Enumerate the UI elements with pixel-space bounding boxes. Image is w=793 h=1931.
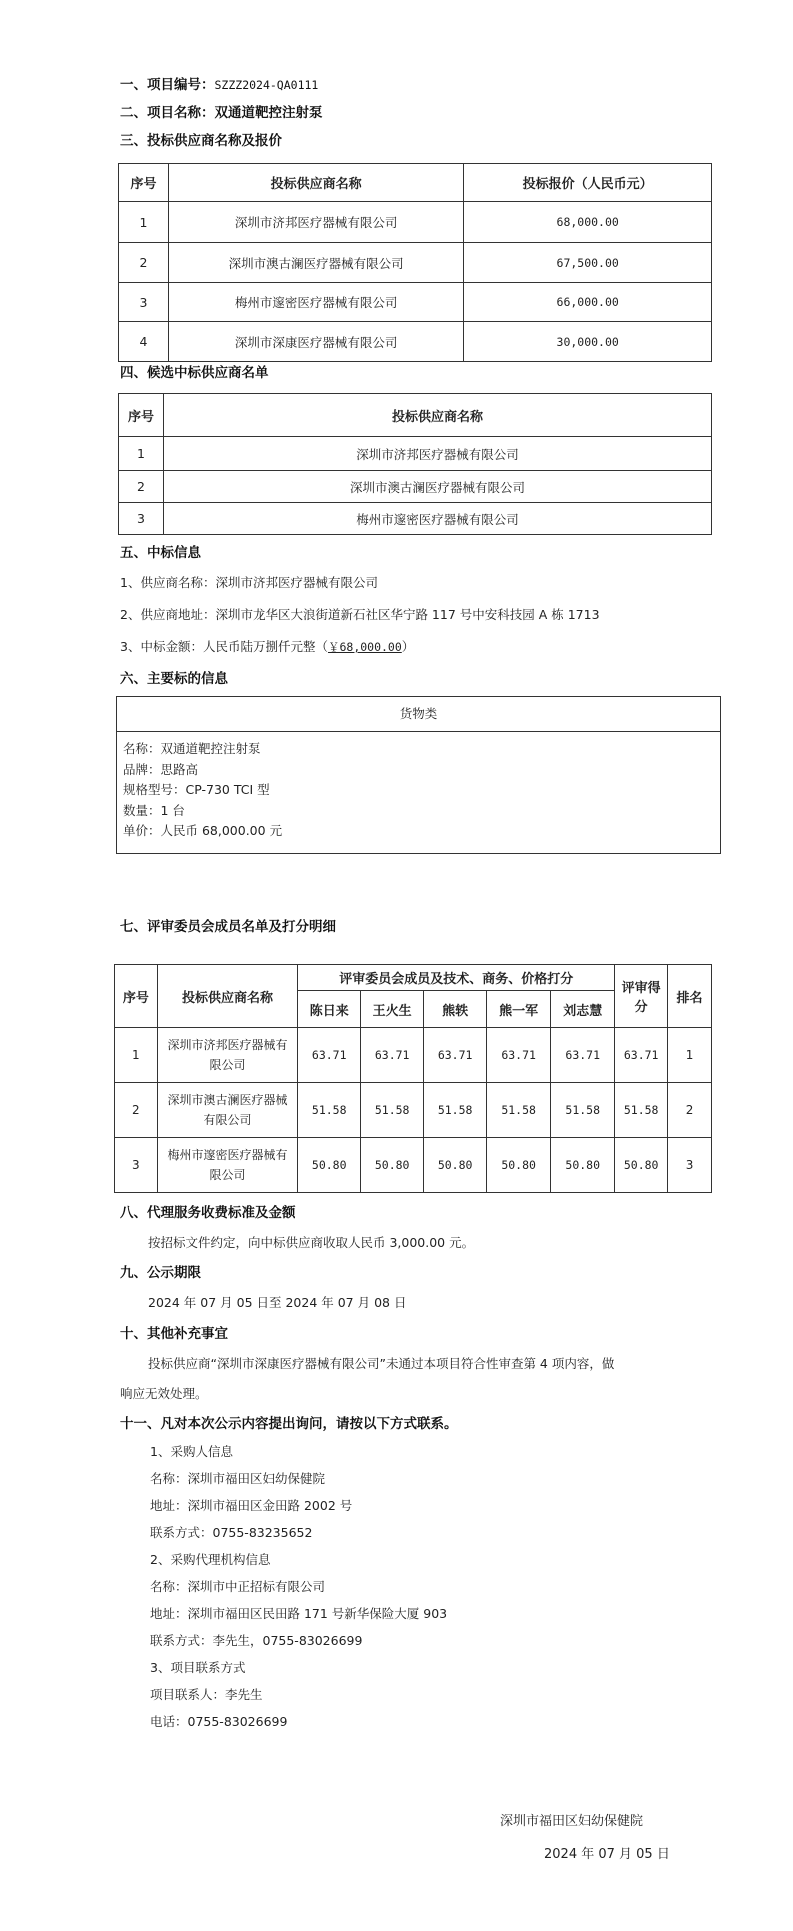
supplement-text-line2: 响应无效处理。 (120, 1386, 208, 1401)
supplement-text-line1: 投标供应商“深圳市深康医疗器械有限公司”未通过本项目符合性审查第 4 项内容，做 (148, 1356, 615, 1371)
goods-info-line: 品牌：思路高 (123, 761, 199, 777)
section-6-title: 六、主要标的信息 (120, 671, 228, 687)
table-cell: 深圳市济邦医疗器械有限公司 (157, 1028, 298, 1083)
contact-line: 联系方式：李先生，0755-83026699 (150, 1633, 363, 1648)
table-header: 序号 (119, 394, 164, 437)
table-cell: 68,000.00 (464, 202, 712, 243)
table-header: 投标供应商名称 (157, 965, 298, 1028)
table-row (119, 437, 712, 471)
table-row (119, 202, 712, 243)
section-4-title: 四、候选中标供应商名单 (120, 365, 269, 381)
goods-info-line: 单价：人民币 68,000.00 元 (123, 823, 283, 838)
project-number-value: SZZZ2024-QA0111 (214, 78, 319, 92)
contact-line: 名称：深圳市福田区妇幼保健院 (150, 1471, 326, 1486)
table-header: 投标供应商名称 (163, 394, 711, 437)
table-cell: 50.80 (361, 1138, 424, 1193)
notice-period-text: 2024 年 07 月 05 日至 2024 年 07 月 08 日 (148, 1295, 407, 1310)
table-cell: 深圳市济邦医疗器械有限公司 (163, 437, 711, 471)
table-cell: 1 (119, 437, 164, 471)
table-cell: 50.80 (298, 1138, 361, 1193)
section-9-title: 九、公示期限 (120, 1265, 201, 1281)
table-cell: 67,500.00 (464, 243, 712, 283)
table-cell: 51.58 (487, 1083, 551, 1138)
signature-date: 2024 年 07 月 05 日 (544, 1847, 670, 1862)
table-cell: 30,000.00 (464, 322, 712, 362)
table-cell: 梅州市邃密医疗器械有限公司 (157, 1138, 298, 1193)
table-cell: 3 (668, 1138, 712, 1193)
section-11-title: 十一、凡对本次公示内容提出询问，请按以下方式联系。 (120, 1416, 458, 1432)
goods-info-line: 数量：1 台 (123, 802, 185, 818)
winner-amount-text: 3、中标金额：人民币陆万捌仟元整（ (120, 639, 328, 654)
table-cell: 2 (119, 471, 164, 503)
signature-org: 深圳市福田区妇幼保健院 (500, 1814, 644, 1829)
contact-line: 项目联系人：李先生 (150, 1687, 263, 1702)
table-row (119, 283, 712, 322)
table-header: 序号 (119, 164, 169, 202)
contact-line: 电话：0755-83026699 (150, 1714, 288, 1729)
table-header-row (119, 164, 712, 202)
table-cell: 51.58 (424, 1083, 487, 1138)
table-header-row (115, 965, 712, 991)
table-cell: 63.71 (298, 1028, 361, 1083)
winner-amount-value: ￥68,000.00 (327, 640, 402, 654)
table-cell: 63.71 (615, 1028, 668, 1083)
table-cell: 2 (119, 243, 169, 283)
table-cell: 3 (119, 283, 169, 322)
service-fee-text: 按招标文件约定，向中标供应商收取人民币 3,000.00 元。 (148, 1235, 475, 1250)
table-cell: 51.58 (298, 1083, 361, 1138)
table-cell: 50.80 (424, 1138, 487, 1193)
winner-amount-suffix: ） (401, 639, 415, 654)
table-cell: 50.80 (487, 1138, 551, 1193)
project-name (120, 104, 323, 122)
table-row (119, 322, 712, 362)
score-table (114, 964, 712, 1193)
table-cell: 1 (668, 1028, 712, 1083)
table-row (115, 1028, 712, 1083)
table-cell: 2 (668, 1083, 712, 1138)
section-3-title: 三、投标供应商名称及报价 (120, 133, 282, 149)
table-row (115, 1083, 712, 1138)
contact-line: 联系方式：0755-83235652 (150, 1525, 313, 1540)
winner-name: 1、供应商名称：深圳市济邦医疗器械有限公司 (120, 575, 378, 590)
contact-line: 3、项目联系方式 (150, 1660, 246, 1675)
table-row (119, 243, 712, 283)
member-header: 熊轶 (424, 991, 487, 1028)
table-cell: 51.58 (551, 1083, 615, 1138)
project-name-value: 双通道靶控注射泵 (214, 105, 323, 121)
contact-line: 地址：深圳市福田区民田路 171 号新华保险大厦 903 (150, 1606, 448, 1621)
member-header: 刘志慧 (551, 991, 615, 1028)
candidate-table (118, 393, 712, 535)
table-header: 投标供应商名称 (168, 164, 463, 202)
goods-info-header: 货物类 (117, 697, 720, 732)
table-cell: 深圳市澳古澜医疗器械有限公司 (157, 1083, 298, 1138)
member-header: 王火生 (361, 991, 424, 1028)
table-header: 序号 (115, 965, 158, 1028)
table-row (119, 471, 712, 503)
table-row (115, 1138, 712, 1193)
table-header: 评审委员会成员及技术、商务、价格打分 (298, 965, 615, 991)
goods-info-line: 规格型号：CP-730 TCI 型 (123, 782, 270, 797)
goods-info-lines (123, 739, 282, 842)
table-row (119, 503, 712, 535)
section-5-title: 五、中标信息 (120, 545, 201, 561)
winner-address: 2、供应商地址：深圳市龙华区大浪街道新石社区华宁路 117 号中安科技园 A 栋 1713 (120, 607, 600, 622)
table-cell: 梅州市邃密医疗器械有限公司 (163, 503, 711, 535)
project-number-label: 一、项目编号： (120, 77, 215, 93)
table-header: 排名 (668, 965, 712, 1028)
table-cell: 4 (119, 322, 169, 362)
project-name-label: 二、项目名称： (120, 105, 215, 121)
table-cell: 1 (115, 1028, 158, 1083)
contact-line: 名称：深圳市中正招标有限公司 (150, 1579, 326, 1594)
table-cell: 深圳市济邦医疗器械有限公司 (168, 202, 463, 243)
member-header: 陈日来 (298, 991, 361, 1028)
section-8-title: 八、代理服务收费标准及金额 (120, 1205, 296, 1221)
bid-price-table (118, 163, 712, 362)
project-number (120, 76, 318, 94)
goods-info-box (116, 696, 721, 854)
table-cell: 50.80 (551, 1138, 615, 1193)
table-cell: 50.80 (615, 1138, 668, 1193)
table-cell: 深圳市澳古澜医疗器械有限公司 (163, 471, 711, 503)
table-cell: 51.58 (361, 1083, 424, 1138)
contact-line: 2、采购代理机构信息 (150, 1552, 271, 1567)
table-cell: 梅州市邃密医疗器械有限公司 (168, 283, 463, 322)
table-header: 评审得分 (615, 965, 668, 1028)
table-cell: 63.71 (361, 1028, 424, 1083)
contact-line: 地址：深圳市福田区金田路 2002 号 (150, 1498, 353, 1513)
goods-info-line: 名称：双通道靶控注射泵 (123, 741, 261, 756)
table-cell: 2 (115, 1083, 158, 1138)
table-cell: 3 (115, 1138, 158, 1193)
table-cell: 3 (119, 503, 164, 535)
table-cell: 66,000.00 (464, 283, 712, 322)
table-header-row (119, 394, 712, 437)
table-cell: 深圳市澳古澜医疗器械有限公司 (168, 243, 463, 283)
table-cell: 63.71 (424, 1028, 487, 1083)
contact-line: 1、采购人信息 (150, 1444, 233, 1459)
table-cell: 51.58 (615, 1083, 668, 1138)
section-7-title: 七、评审委员会成员名单及打分明细 (120, 919, 336, 935)
table-cell: 63.71 (551, 1028, 615, 1083)
table-cell: 1 (119, 202, 169, 243)
table-cell: 63.71 (487, 1028, 551, 1083)
section-10-title: 十、其他补充事宜 (120, 1326, 228, 1342)
winner-amount (120, 638, 414, 656)
table-header: 投标报价（人民币元） (464, 164, 712, 202)
member-header: 熊一军 (487, 991, 551, 1028)
table-cell: 深圳市深康医疗器械有限公司 (168, 322, 463, 362)
